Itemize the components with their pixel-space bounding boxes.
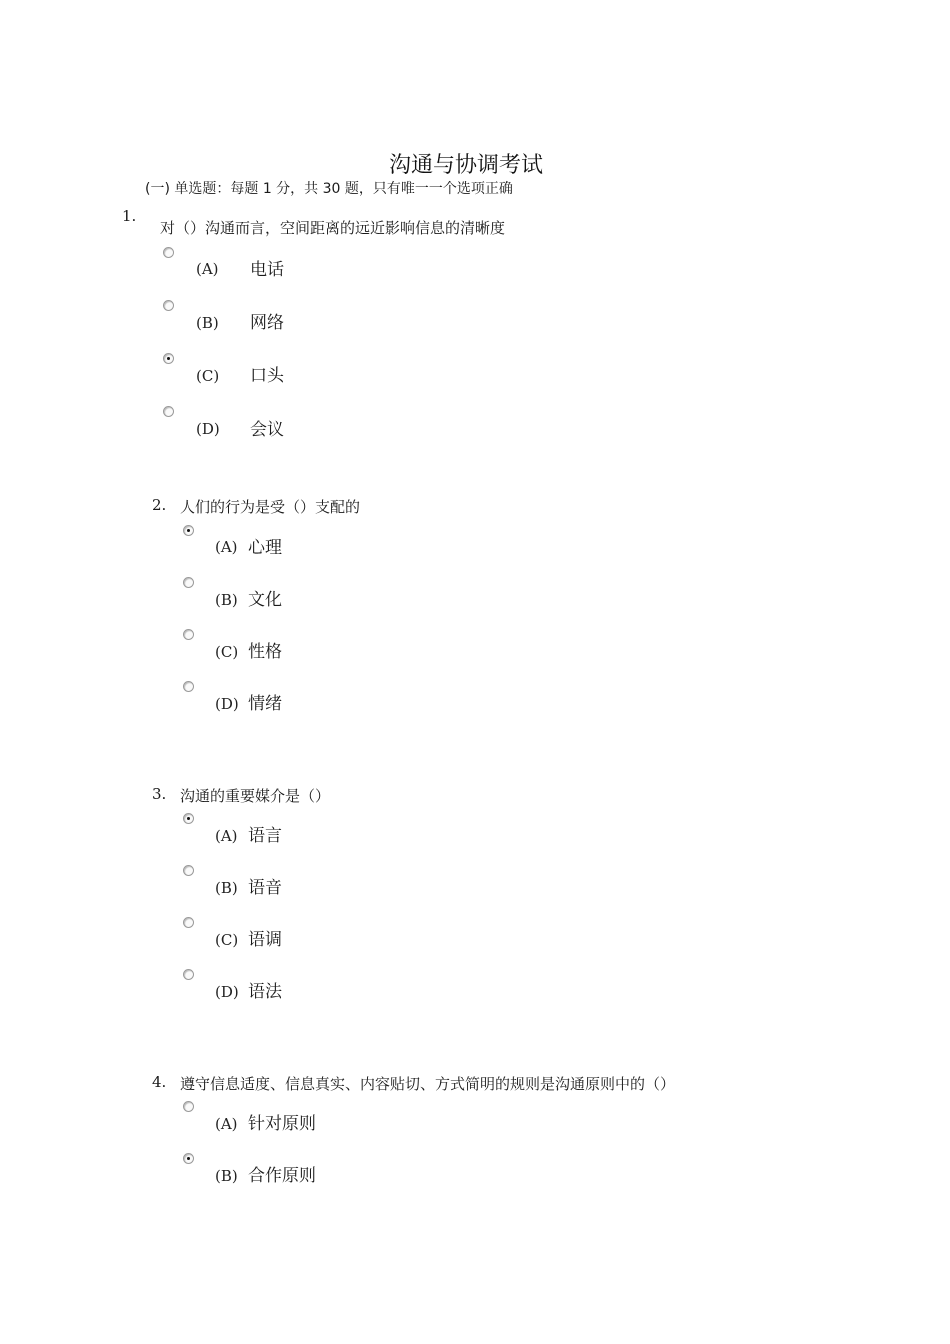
- radio-q2-c[interactable]: [183, 629, 194, 640]
- radio-q2-d[interactable]: [183, 681, 194, 692]
- option-text: 电话: [250, 260, 284, 280]
- radio-selected-dot: [167, 357, 170, 360]
- option-letter: (A): [196, 260, 219, 278]
- radio-q2-a[interactable]: [183, 525, 194, 536]
- option-text: 情绪: [248, 694, 282, 714]
- question-number: 3.: [152, 785, 167, 803]
- section-heading: (一) 单选题：每题 1 分，共 30 题，只有唯一一个选项正确: [145, 181, 513, 197]
- option-letter: (B): [215, 591, 238, 609]
- option-letter: (A): [215, 1115, 238, 1133]
- option-letter: (D): [215, 983, 239, 1001]
- question-text: 沟通的重要媒介是（）: [180, 787, 331, 805]
- radio-selected-dot: [187, 529, 190, 532]
- radio-q2-b[interactable]: [183, 577, 194, 588]
- radio-q4-a[interactable]: [183, 1101, 194, 1112]
- radio-q3-d[interactable]: [183, 969, 194, 980]
- option-letter: (A): [215, 538, 238, 556]
- option-letter: (B): [215, 1167, 238, 1185]
- option-text: 口头: [250, 366, 284, 386]
- option-text: 文化: [248, 590, 282, 610]
- radio-selected-dot: [187, 1157, 190, 1160]
- option-text: 会议: [250, 420, 284, 440]
- question-number: 4.: [152, 1073, 167, 1091]
- option-text: 针对原则: [248, 1114, 316, 1134]
- question-text: 遵守信息适度、信息真实、内容贴切、方式简明的规则是沟通原则中的（）: [180, 1075, 676, 1093]
- option-text: 合作原则: [248, 1166, 316, 1186]
- option-text: 语言: [248, 826, 282, 846]
- question-text: 对（）沟通而言，空间距离的远近影响信息的清晰度: [160, 219, 506, 237]
- option-letter: (C): [196, 367, 220, 385]
- radio-q1-a[interactable]: [163, 247, 174, 258]
- radio-q1-c[interactable]: [163, 353, 174, 364]
- option-text: 心理: [248, 538, 282, 558]
- page-title: 沟通与协调考试: [389, 153, 544, 178]
- question-text: 人们的行为是受（）支配的: [180, 498, 361, 516]
- radio-q1-b[interactable]: [163, 300, 174, 311]
- option-letter: (A): [215, 827, 238, 845]
- option-text: 语调: [248, 930, 282, 950]
- radio-q3-b[interactable]: [183, 865, 194, 876]
- option-text: 语法: [248, 982, 282, 1002]
- option-letter: (D): [196, 420, 220, 438]
- radio-q1-d[interactable]: [163, 406, 174, 417]
- option-text: 网络: [250, 313, 284, 333]
- radio-q3-c[interactable]: [183, 917, 194, 928]
- option-letter: (C): [215, 643, 239, 661]
- option-letter: (B): [196, 314, 219, 332]
- option-letter: (D): [215, 695, 239, 713]
- option-letter: (C): [215, 931, 239, 949]
- option-letter: (B): [215, 879, 238, 897]
- radio-q3-a[interactable]: [183, 813, 194, 824]
- radio-selected-dot: [187, 817, 190, 820]
- option-text: 语音: [248, 878, 282, 898]
- radio-q4-b[interactable]: [183, 1153, 194, 1164]
- question-number: 2.: [152, 496, 167, 514]
- question-number: 1.: [122, 207, 137, 225]
- option-text: 性格: [248, 642, 282, 662]
